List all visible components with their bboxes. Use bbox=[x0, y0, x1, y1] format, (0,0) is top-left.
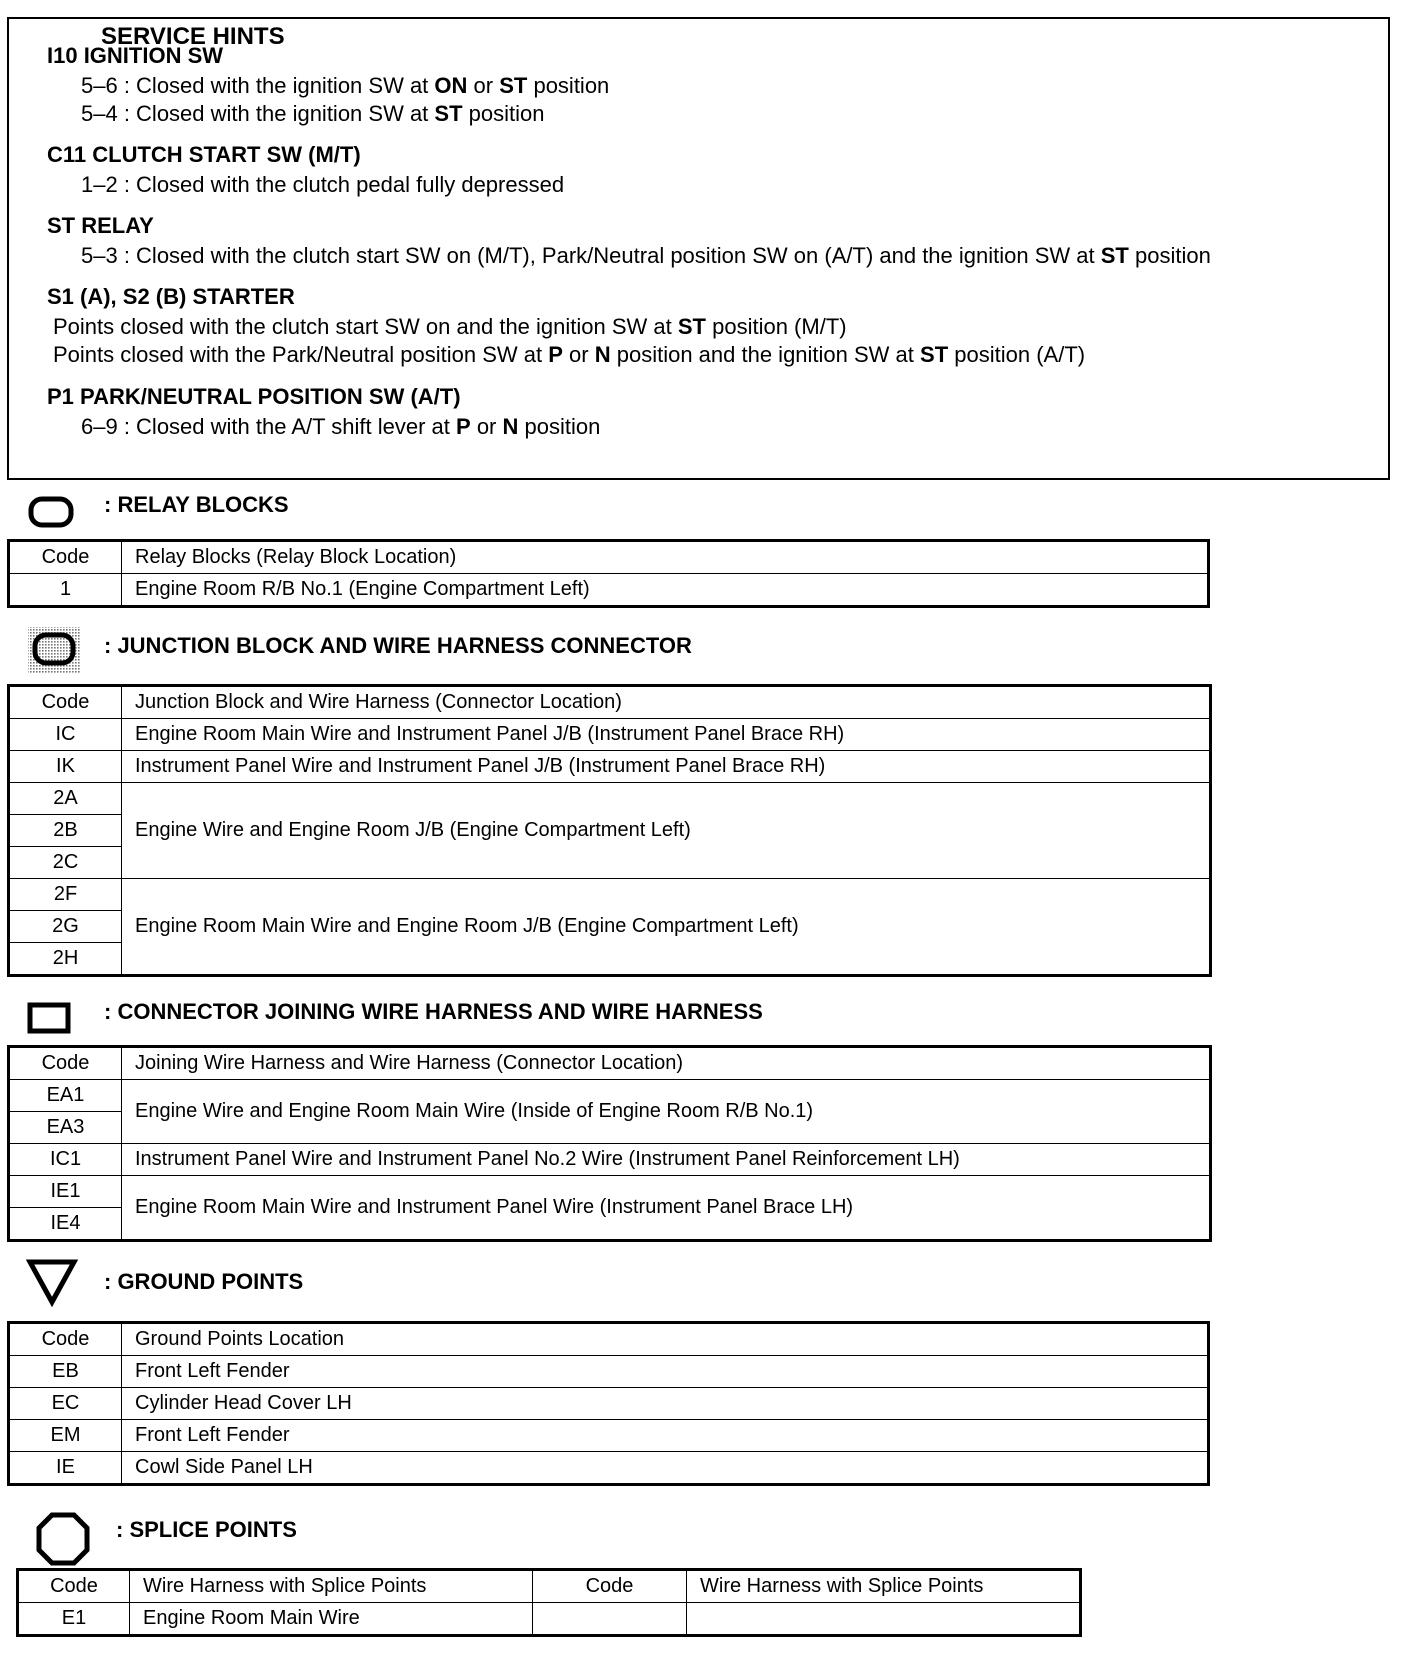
table-row bbox=[9, 1388, 1209, 1420]
header-desc: Ground Points Location bbox=[122, 1323, 1209, 1356]
junction-table bbox=[7, 684, 1212, 977]
desc-cell-2 bbox=[687, 1603, 1081, 1636]
desc-cell: Engine Wire and Engine Room J/B (Engine Compartment Left) bbox=[122, 783, 1211, 879]
table-row bbox=[9, 1144, 1211, 1176]
service-hints-box bbox=[7, 17, 1390, 480]
desc-cell: Engine Room Main Wire and Engine Room J/B (Engine Compartment Left) bbox=[122, 879, 1211, 976]
code-cell: 2C bbox=[9, 847, 122, 879]
table-row bbox=[9, 751, 1211, 783]
header-code: Code bbox=[9, 1323, 122, 1356]
code-cell: EA1 bbox=[9, 1080, 122, 1112]
service-hints-title: SERVICE HINTS bbox=[75, 22, 311, 52]
relay-blocks-table bbox=[7, 539, 1210, 608]
code-cell: E1 bbox=[18, 1603, 130, 1636]
table-header-row bbox=[9, 1047, 1211, 1080]
hint-heading-i10: I10 IGNITION SW bbox=[47, 43, 224, 68]
desc-cell: Instrument Panel Wire and Instrument Panel No.2 Wire (Instrument Panel Reinforcement LH) bbox=[122, 1144, 1211, 1176]
ground-table bbox=[7, 1321, 1210, 1486]
table-row bbox=[9, 1452, 1209, 1485]
code-cell: 2F bbox=[9, 879, 122, 911]
code-cell: EA3 bbox=[9, 1112, 122, 1144]
header-desc: Joining Wire Harness and Wire Harness (Connector Location) bbox=[122, 1047, 1211, 1080]
header-code: Code bbox=[9, 541, 122, 574]
ground-triangle-icon bbox=[26, 1258, 80, 1308]
connector-title: : CONNECTOR JOINING WIRE HARNESS AND WIRE HARNESS bbox=[104, 999, 763, 1024]
desc-cell: Front Left Fender bbox=[122, 1356, 1209, 1388]
connector-icon bbox=[27, 1002, 73, 1036]
splice-table bbox=[16, 1568, 1082, 1637]
code-cell: EB bbox=[9, 1356, 122, 1388]
desc-cell: Engine Room R/B No.1 (Engine Compartment Left) bbox=[122, 574, 1209, 607]
table-header-row bbox=[18, 1570, 1081, 1603]
code-cell: 2H bbox=[9, 943, 122, 976]
table-header-row bbox=[9, 541, 1209, 574]
code-cell: EM bbox=[9, 1420, 122, 1452]
hint-line-i10-2: 5–4 : Closed with the ignition SW at ST position bbox=[81, 101, 545, 126]
connector-table bbox=[7, 1045, 1212, 1242]
table-header-row bbox=[9, 686, 1211, 719]
header-desc-2: Wire Harness with Splice Points bbox=[687, 1570, 1081, 1603]
header-desc: Junction Block and Wire Harness (Connector Location) bbox=[122, 686, 1211, 719]
code-cell: 2B bbox=[9, 815, 122, 847]
desc-cell: Cylinder Head Cover LH bbox=[122, 1388, 1209, 1420]
desc-cell: Engine Room Main Wire and Instrument Panel Wire (Instrument Panel Brace LH) bbox=[122, 1176, 1211, 1241]
desc-cell: Engine Wire and Engine Room Main Wire (Inside of Engine Room R/B No.1) bbox=[122, 1080, 1211, 1144]
header-code: Code bbox=[9, 686, 122, 719]
hint-heading-p1: P1 PARK/NEUTRAL POSITION SW (A/T) bbox=[47, 384, 461, 409]
header-desc: Relay Blocks (Relay Block Location) bbox=[122, 541, 1209, 574]
code-cell: 2G bbox=[9, 911, 122, 943]
table-row bbox=[9, 1356, 1209, 1388]
ground-title: : GROUND POINTS bbox=[104, 1269, 304, 1294]
desc-cell: Cowl Side Panel LH bbox=[122, 1452, 1209, 1485]
hint-heading-c11: C11 CLUTCH START SW (M/T) bbox=[47, 142, 361, 167]
hint-line-starter-1: Points closed with the clutch start SW on and the ignition SW at ST position (M/T) bbox=[53, 314, 847, 339]
table-row bbox=[9, 574, 1209, 607]
hint-line-c11-1: 1–2 : Closed with the clutch pedal fully depressed bbox=[81, 172, 565, 197]
code-cell: IE1 bbox=[9, 1176, 122, 1208]
header-code-2: Code bbox=[533, 1570, 687, 1603]
table-row bbox=[9, 1176, 1211, 1208]
table-header-row bbox=[9, 1323, 1209, 1356]
desc-cell: Engine Room Main Wire and Instrument Panel J/B (Instrument Panel Brace RH) bbox=[122, 719, 1211, 751]
junction-title: : JUNCTION BLOCK AND WIRE HARNESS CONNECTOR bbox=[104, 633, 692, 658]
code-cell-2 bbox=[533, 1603, 687, 1636]
code-cell: IC bbox=[9, 719, 122, 751]
table-row bbox=[18, 1603, 1081, 1636]
relay-blocks-title: : RELAY BLOCKS bbox=[104, 492, 289, 517]
junction-block-icon bbox=[27, 626, 83, 674]
table-row bbox=[9, 783, 1211, 815]
desc-cell: Engine Room Main Wire bbox=[130, 1603, 533, 1636]
splice-octagon-icon bbox=[36, 1512, 90, 1566]
hint-line-starter-2: Points closed with the Park/Neutral position SW at P or N position and the ignition SW at ST position (A/T) bbox=[53, 342, 1086, 367]
code-cell: 1 bbox=[9, 574, 122, 607]
code-cell: IK bbox=[9, 751, 122, 783]
hint-line-st-1: 5–3 : Closed with the clutch start SW on (M/T), Park/Neutral position SW on (A/T) and the ignition SW at ST position bbox=[81, 243, 1211, 268]
hint-heading-starter: S1 (A), S2 (B) STARTER bbox=[47, 284, 295, 309]
table-row bbox=[9, 719, 1211, 751]
code-cell: IC1 bbox=[9, 1144, 122, 1176]
hint-line-p1-1: 6–9 : Closed with the A/T shift lever at P or N position bbox=[81, 414, 601, 439]
relay-block-icon bbox=[28, 495, 76, 529]
code-cell: IE bbox=[9, 1452, 122, 1485]
code-cell: EC bbox=[9, 1388, 122, 1420]
header-code: Code bbox=[9, 1047, 122, 1080]
desc-cell: Front Left Fender bbox=[122, 1420, 1209, 1452]
header-desc: Wire Harness with Splice Points bbox=[130, 1570, 533, 1603]
table-row bbox=[9, 1420, 1209, 1452]
hint-line-i10-1: 5–6 : Closed with the ignition SW at ON or ST position bbox=[81, 73, 610, 98]
header-code: Code bbox=[18, 1570, 130, 1603]
splice-title: : SPLICE POINTS bbox=[116, 1517, 297, 1542]
table-row bbox=[9, 1080, 1211, 1112]
code-cell: 2A bbox=[9, 783, 122, 815]
desc-cell: Instrument Panel Wire and Instrument Panel J/B (Instrument Panel Brace RH) bbox=[122, 751, 1211, 783]
code-cell: IE4 bbox=[9, 1208, 122, 1241]
table-row bbox=[9, 879, 1211, 911]
hint-heading-st-relay: ST RELAY bbox=[47, 213, 154, 238]
